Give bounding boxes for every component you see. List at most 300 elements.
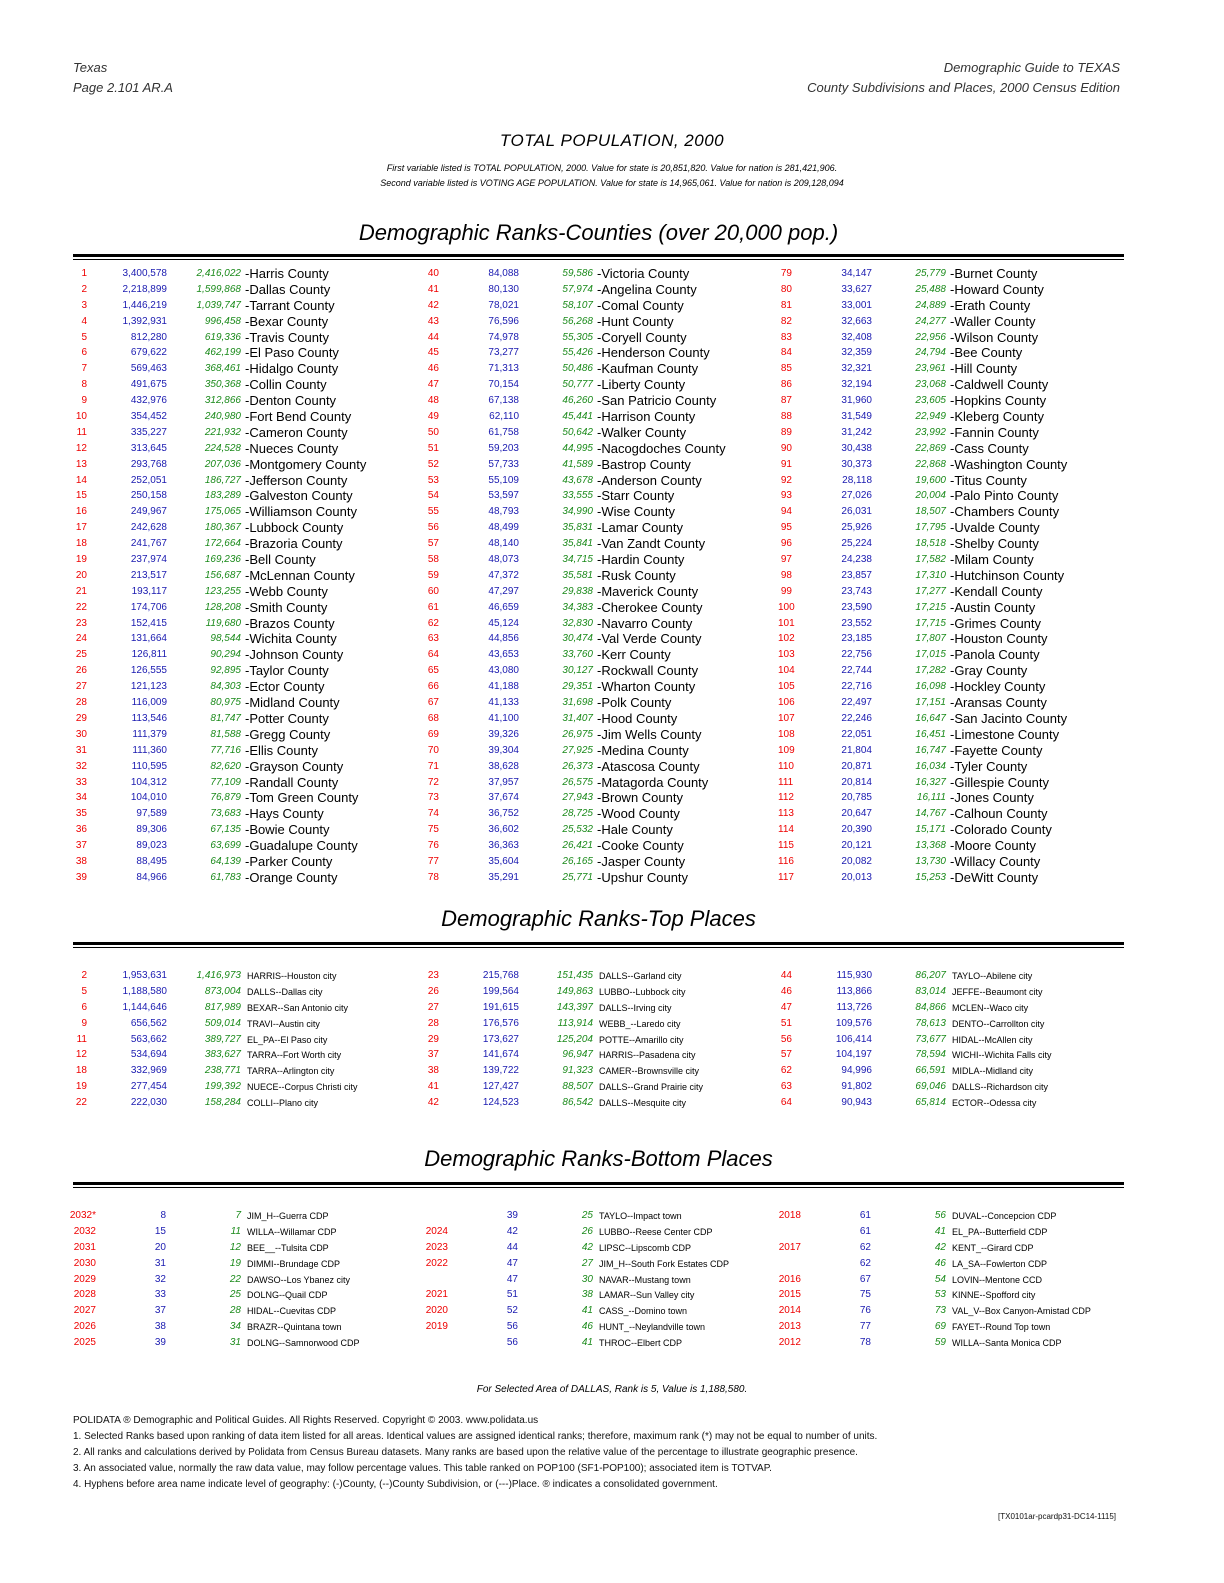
area-name: TAYLO--Abilene city [952, 971, 1033, 981]
area-name: -El Paso County [245, 345, 339, 361]
population-value: 37,674 [488, 792, 519, 804]
area-name: -Ellis County [245, 742, 318, 758]
guide-title: Demographic Guide to TEXAS [943, 60, 1120, 75]
rank-value: 27 [427, 1001, 439, 1013]
area-name: -Coryell County [597, 329, 687, 345]
population-value: 67,138 [488, 395, 519, 407]
voting-age-value: 63,699 [210, 840, 241, 852]
rank-value: 5 [81, 985, 87, 997]
population-value: 1,446,219 [122, 299, 167, 311]
area-name: TARRA--Arlington city [247, 1066, 335, 1077]
area-name: -Williamson County [245, 504, 357, 520]
rank-value: 42 [427, 299, 439, 311]
rank-value: 90 [780, 442, 792, 454]
area-name: -Nueces County [245, 440, 339, 456]
voting-age-value: 43,678 [562, 474, 593, 486]
rank-value: 29 [427, 1033, 439, 1045]
population-value: 84,966 [136, 871, 167, 883]
voting-age-value: 22,868 [915, 458, 946, 470]
area-name: FAYET--Round Top town [952, 1322, 1051, 1333]
rank-value: 2 [81, 970, 87, 981]
rank-value: 59 [427, 569, 439, 581]
voting-age-value: 17,715 [915, 617, 946, 629]
population-value: 106,414 [835, 1033, 872, 1045]
voting-age-value: 64,139 [210, 855, 241, 867]
rank-value: 108 [778, 728, 795, 740]
voting-age-value: 27 [581, 1257, 593, 1269]
voting-age-value: 41 [581, 1337, 593, 1349]
population-value: 44,856 [488, 633, 519, 645]
rank-value: 2020 [425, 1305, 448, 1317]
voting-age-value: 16,327 [915, 776, 946, 788]
area-name: HIDAL--Cuevitas CDP [247, 1306, 337, 1317]
area-name: -Henderson County [597, 345, 710, 361]
voting-age-value: 35,581 [562, 569, 593, 581]
area-name: -Gray County [950, 663, 1028, 679]
voting-age-value: 238,771 [204, 1065, 241, 1077]
population-value: 48,140 [488, 538, 519, 550]
rank-value: 116 [778, 855, 794, 867]
area-name: -Hale County [597, 822, 673, 838]
population-value: 61 [859, 1210, 871, 1221]
area-name: NUECE--Corpus Christi city [247, 1082, 358, 1093]
population-value: 252,051 [130, 474, 167, 486]
voting-age-value: 98,544 [210, 633, 241, 645]
voting-age-value: 50,642 [562, 426, 593, 438]
population-value: 51 [506, 1289, 518, 1301]
footnote-2: 2. All ranks and calculations derived by Polidata from Census Bureau datasets. Many ranks are based upon the relative value of the percentage to illustrate geographic presence. [73, 1447, 858, 1458]
voting-age-value: 16,647 [915, 712, 946, 724]
area-name: -Bowie County [245, 822, 330, 838]
area-name: DENTO--Carrollton city [952, 1018, 1045, 1029]
area-name: -Limestone County [950, 726, 1060, 742]
area-name: DOLNG--Samnorwood CDP [247, 1338, 360, 1349]
population-value: 23,743 [841, 585, 872, 597]
voting-age-value: 84,866 [915, 1001, 946, 1013]
voting-age-value: 16,111 [916, 792, 946, 804]
voting-age-value: 15,171 [915, 824, 946, 836]
rank-value: 3 [81, 299, 87, 311]
rank-value: 20 [75, 569, 87, 581]
rank-value: 109 [778, 744, 795, 756]
area-name: -Midland County [245, 695, 340, 711]
population-value: 174,706 [130, 601, 167, 613]
rank-value: 56 [780, 1033, 792, 1045]
area-name: HARRIS--Pasadena city [599, 1050, 696, 1061]
population-value: 28,118 [842, 474, 872, 486]
voting-age-value: 32,830 [562, 617, 593, 629]
area-name: THROC--Elbert CDP [599, 1338, 683, 1349]
rank-value: 52 [427, 458, 439, 470]
rank-value: 2 [81, 283, 87, 295]
area-name: -Smith County [245, 599, 328, 615]
area-name: -Val Verde County [597, 631, 702, 647]
area-name: -Tarrant County [245, 297, 335, 313]
area-name: -Harrison County [597, 409, 696, 425]
rank-value: 117 [778, 871, 794, 883]
area-name: -Waller County [950, 313, 1036, 329]
area-name: MCLEN--Waco city [952, 1002, 1029, 1013]
voting-age-value: 22,956 [915, 331, 946, 343]
voting-age-value: 77,716 [210, 744, 241, 756]
area-name: -Cooke County [597, 838, 684, 854]
rank-value: 48 [427, 395, 439, 407]
document-code: [TX0101ar-pcardp31-DC14-1115] [998, 1512, 1116, 1521]
population-value: 113,726 [836, 1001, 872, 1013]
population-value: 52 [506, 1305, 518, 1317]
rank-value: 26 [427, 985, 439, 997]
voting-age-value: 56 [934, 1210, 946, 1221]
rank-value: 79 [780, 268, 792, 279]
voting-age-value: 817,989 [204, 1001, 241, 1013]
voting-age-value: 73,683 [210, 808, 241, 820]
voting-age-value: 38 [581, 1289, 593, 1301]
area-name: WEBB_--Laredo city [599, 1018, 681, 1029]
population-value: 47,372 [488, 569, 519, 581]
top-places-title: Demographic Ranks-Top Places [441, 906, 756, 931]
area-name: JIM_H--Guerra CDP [247, 1211, 329, 1221]
rank-value: 2023 [425, 1241, 448, 1253]
area-name: -Matagorda County [597, 774, 709, 790]
voting-age-value: 19 [229, 1257, 241, 1269]
voting-age-value: 125,204 [556, 1033, 593, 1045]
voting-age-value: 16,747 [915, 744, 946, 756]
state-name: Texas [73, 60, 108, 75]
rank-value: 57 [427, 538, 439, 550]
area-name: -Washington County [950, 456, 1068, 472]
area-name: -Burnet County [950, 266, 1038, 281]
rank-value: 56 [427, 522, 439, 534]
voting-age-value: 59,586 [562, 268, 593, 279]
area-name: -Tom Green County [245, 790, 359, 806]
area-name: -Palo Pinto County [950, 488, 1059, 504]
voting-age-value: 33,555 [562, 490, 593, 502]
voting-age-value: 46 [934, 1257, 946, 1269]
population-value: 55,109 [488, 474, 519, 486]
voting-age-value: 24,889 [915, 299, 946, 311]
rank-value: 107 [778, 712, 795, 724]
area-name: -Panola County [950, 647, 1040, 663]
footnote-3: 3. An associated value, normally the raw data value, may follow percentage values. This table ranked on POP100 (SF1-POP100); associated item is TOTVAP. [73, 1463, 772, 1474]
rank-value: 12 [75, 442, 87, 454]
rank-value: 2029 [73, 1273, 96, 1285]
voting-age-value: 88,507 [562, 1081, 593, 1093]
population-value: 89,306 [136, 824, 167, 836]
voting-age-value: 172,664 [204, 538, 241, 550]
area-name: LUBBO--Reese Center CDP [599, 1226, 713, 1237]
rank-value: 2030 [73, 1257, 96, 1269]
population-value: 569,463 [130, 363, 167, 375]
area-name: -Potter County [245, 710, 329, 726]
area-name: -Harris County [245, 266, 329, 281]
voting-age-value: 368,461 [204, 363, 241, 375]
area-name: -Parker County [245, 853, 333, 869]
population-value: 249,967 [130, 506, 167, 518]
voting-age-value: 25,532 [562, 824, 593, 836]
rank-value: 12 [75, 1049, 87, 1061]
rank-value: 75 [427, 824, 439, 836]
population-value: 35,291 [488, 871, 519, 883]
population-value: 38,628 [488, 760, 519, 772]
population-value: 41,133 [488, 697, 519, 709]
rank-value: 32 [75, 760, 87, 772]
voting-age-value: 31,407 [562, 712, 593, 724]
area-name: JEFFE--Beaumont city [952, 986, 1043, 997]
area-name: -Upshur County [597, 869, 689, 885]
rank-value: 68 [427, 712, 439, 724]
rank-value: 19 [75, 554, 87, 566]
rank-value: 71 [427, 760, 439, 772]
population-value: 20,121 [841, 840, 872, 852]
population-value: 89,023 [136, 840, 167, 852]
population-value: 37 [154, 1305, 166, 1317]
population-value: 41,188 [488, 681, 519, 693]
area-name: -Erath County [950, 297, 1031, 313]
voting-age-value: 207,036 [204, 458, 241, 470]
population-value: 124,523 [482, 1097, 519, 1109]
area-name: DAWSO--Los Ybanez city [247, 1274, 351, 1285]
population-value: 97,589 [136, 808, 167, 820]
population-value: 131,664 [130, 633, 167, 645]
voting-age-value: 224,528 [204, 442, 241, 454]
voting-age-value: 17,151 [915, 697, 946, 709]
area-name: -Bee County [950, 345, 1023, 361]
rank-value: 77 [427, 855, 439, 867]
rank-value: 6 [81, 347, 87, 359]
population-value: 250,158 [130, 490, 167, 502]
rank-value: 39 [75, 871, 87, 883]
area-name: DALLS--Mesquite city [599, 1098, 687, 1109]
area-name: -Kendall County [950, 583, 1043, 599]
population-value: 94,996 [841, 1065, 872, 1077]
rank-value: 91 [780, 458, 792, 470]
area-name: -Jefferson County [245, 472, 348, 488]
rank-value: 88 [780, 411, 792, 423]
area-name: -Montgomery County [245, 456, 367, 472]
area-name: VAL_V--Box Canyon-Amistad CDP [952, 1306, 1091, 1317]
area-name: -Hopkins County [950, 393, 1047, 409]
population-value: 121,123 [130, 681, 167, 693]
population-value: 42 [506, 1225, 518, 1237]
population-value: 127,427 [482, 1081, 519, 1093]
voting-age-value: 69 [934, 1321, 946, 1333]
area-name: -Houston County [950, 631, 1048, 647]
rank-value: 35 [75, 808, 87, 820]
rank-value: 51 [427, 442, 439, 454]
area-name: -Travis County [245, 329, 330, 345]
rank-value: 2028 [73, 1289, 96, 1301]
rank-value: 112 [778, 792, 794, 804]
area-name: LOVIN--Mentone CCD [952, 1274, 1043, 1285]
rank-value: 28 [427, 1017, 439, 1029]
population-value: 22,246 [841, 712, 872, 724]
area-name: -Wichita County [245, 631, 337, 647]
voting-age-value: 23,068 [915, 379, 946, 391]
rank-value: 83 [780, 331, 792, 343]
rank-value: 6 [81, 1001, 87, 1013]
voting-age-value: 34,990 [562, 506, 593, 518]
voting-age-value: 58,107 [562, 299, 593, 311]
rank-value: 80 [780, 283, 792, 295]
population-value: 84,088 [488, 268, 519, 279]
voting-age-value: 22,949 [915, 411, 946, 423]
area-name: -Collin County [245, 377, 327, 393]
population-value: 61,758 [488, 426, 519, 438]
area-name: -Wise County [597, 504, 676, 520]
voting-age-value: 41 [581, 1305, 593, 1317]
voting-age-value: 18,507 [915, 506, 946, 518]
area-name: -Taylor County [245, 663, 329, 679]
area-name: CAMER--Brownsville city [599, 1066, 700, 1077]
population-value: 39,304 [488, 744, 519, 756]
rank-value: 111 [778, 776, 794, 788]
area-name: -Guadalupe County [245, 838, 358, 854]
area-name: -Kleberg County [950, 409, 1044, 425]
population-value: 242,628 [130, 522, 167, 534]
area-name: DALLS--Irving city [599, 1002, 672, 1013]
area-name: -Cass County [950, 440, 1029, 456]
voting-age-value: 31 [229, 1337, 241, 1349]
population-value: 104,010 [130, 792, 167, 804]
population-value: 41,100 [488, 712, 519, 724]
rank-value: 37 [427, 1049, 439, 1061]
rank-value: 45 [427, 347, 439, 359]
population-value: 32,359 [841, 347, 872, 359]
population-value: 57,733 [488, 458, 519, 470]
rank-value: 58 [427, 554, 439, 566]
population-value: 38 [154, 1321, 166, 1333]
area-name: -Rusk County [597, 567, 676, 583]
voting-age-value: 30,127 [562, 665, 593, 677]
voting-age-value: 26,165 [562, 855, 593, 867]
population-value: 73,277 [488, 347, 519, 359]
rank-value: 2031 [73, 1241, 96, 1253]
rank-value: 64 [780, 1097, 792, 1109]
area-name: -Starr County [597, 488, 675, 504]
area-name: -Hardin County [597, 552, 685, 568]
area-name: LUBBO--Lubbock city [599, 986, 686, 997]
population-value: 31,242 [841, 426, 872, 438]
population-value: 26,031 [841, 506, 872, 518]
voting-age-value: 26,373 [562, 760, 593, 772]
area-name: DOLNG--Quail CDP [247, 1290, 328, 1301]
rank-value: 22 [75, 601, 87, 613]
rank-value: 46 [780, 985, 792, 997]
population-value: 90,943 [841, 1097, 872, 1109]
rank-value: 84 [780, 347, 792, 359]
voting-age-value: 12 [229, 1241, 241, 1253]
population-value: 24,238 [841, 554, 872, 566]
rank-value: 18 [75, 538, 87, 550]
rank-value: 87 [780, 395, 792, 407]
area-name: COLLI--Plano city [247, 1098, 319, 1109]
population-value: 91,802 [841, 1081, 872, 1093]
area-name: -Navarro County [597, 615, 693, 631]
voting-age-value: 50,486 [562, 363, 593, 375]
rank-value: 65 [427, 665, 439, 677]
rank-value: 5 [81, 331, 87, 343]
population-value: 173,627 [482, 1033, 519, 1045]
area-name: -Rockwall County [597, 663, 699, 679]
area-name: HIDAL--McAllen city [952, 1034, 1033, 1045]
area-name: POTTE--Amarillo city [599, 1034, 684, 1045]
voting-age-value: 86,207 [915, 970, 946, 981]
voting-age-value: 27,943 [562, 792, 593, 804]
rank-value: 14 [75, 474, 87, 486]
area-name: MIDLA--Midland city [952, 1066, 1034, 1077]
population-value: 241,767 [130, 538, 167, 550]
rank-value: 42 [427, 1097, 439, 1109]
rank-value: 2014 [778, 1305, 801, 1317]
voting-age-value: 55,305 [562, 331, 593, 343]
voting-age-value: 34,383 [562, 601, 593, 613]
population-value: 35,604 [488, 855, 519, 867]
footer-notes [73, 1413, 877, 1493]
population-value: 152,415 [130, 617, 167, 629]
rank-value: 15 [75, 490, 87, 502]
voting-age-value: 29,351 [562, 681, 593, 693]
voting-age-value: 92,895 [210, 665, 241, 677]
population-value: 432,976 [130, 395, 167, 407]
area-name: LA_SA--Fowlerton CDP [952, 1258, 1048, 1269]
population-value: 32,663 [841, 315, 872, 327]
area-name: EL_PA--Butterfield CDP [952, 1226, 1048, 1237]
voting-age-value: 30,474 [562, 633, 593, 645]
rank-value: 2021 [425, 1289, 448, 1301]
guide-edition: County Subdivisions and Places, 2000 Census Edition [807, 80, 1120, 95]
rank-value: 2032* [69, 1210, 96, 1221]
voting-age-value: 28 [229, 1305, 241, 1317]
population-value: 33 [154, 1289, 166, 1301]
rank-value: 70 [427, 744, 439, 756]
population-value: 37,957 [488, 776, 519, 788]
voting-age-value: 14,767 [915, 808, 946, 820]
population-value: 20,647 [841, 808, 872, 820]
population-value: 111,379 [132, 728, 167, 740]
rank-value: 62 [780, 1065, 792, 1077]
population-value: 20,785 [841, 792, 872, 804]
voting-age-value: 23,992 [915, 426, 946, 438]
population-value: 199,564 [482, 985, 519, 997]
population-value: 47 [506, 1273, 518, 1285]
page-title: TOTAL POPULATION, 2000 [499, 131, 725, 150]
voting-age-value: 15,253 [915, 871, 946, 883]
area-name: -Maverick County [597, 583, 699, 599]
area-name: EL_PA--El Paso city [247, 1034, 328, 1045]
rank-value: 99 [780, 585, 792, 597]
rank-value: 60 [427, 585, 439, 597]
rank-value: 2032 [73, 1225, 96, 1237]
voting-age-value: 509,014 [204, 1017, 241, 1029]
rank-value: 27 [75, 681, 87, 693]
voting-age-value: 619,336 [204, 331, 241, 343]
rank-value: 85 [780, 363, 792, 375]
rank-value: 21 [75, 585, 87, 597]
population-value: 139,722 [482, 1065, 519, 1077]
voting-age-value: 169,236 [204, 554, 241, 566]
area-name: -Brazoria County [245, 536, 343, 552]
population-value: 71,313 [488, 363, 519, 375]
population-value: 213,517 [130, 569, 167, 581]
voting-age-value: 84,303 [210, 681, 241, 693]
population-value: 62,110 [489, 411, 519, 423]
voting-age-value: 69,046 [915, 1081, 946, 1093]
population-value: 61 [859, 1225, 871, 1237]
population-value: 48,073 [488, 554, 519, 566]
area-name: -Hidalgo County [245, 361, 339, 377]
voting-age-value: 25 [581, 1210, 593, 1221]
rank-value: 1 [81, 268, 87, 279]
